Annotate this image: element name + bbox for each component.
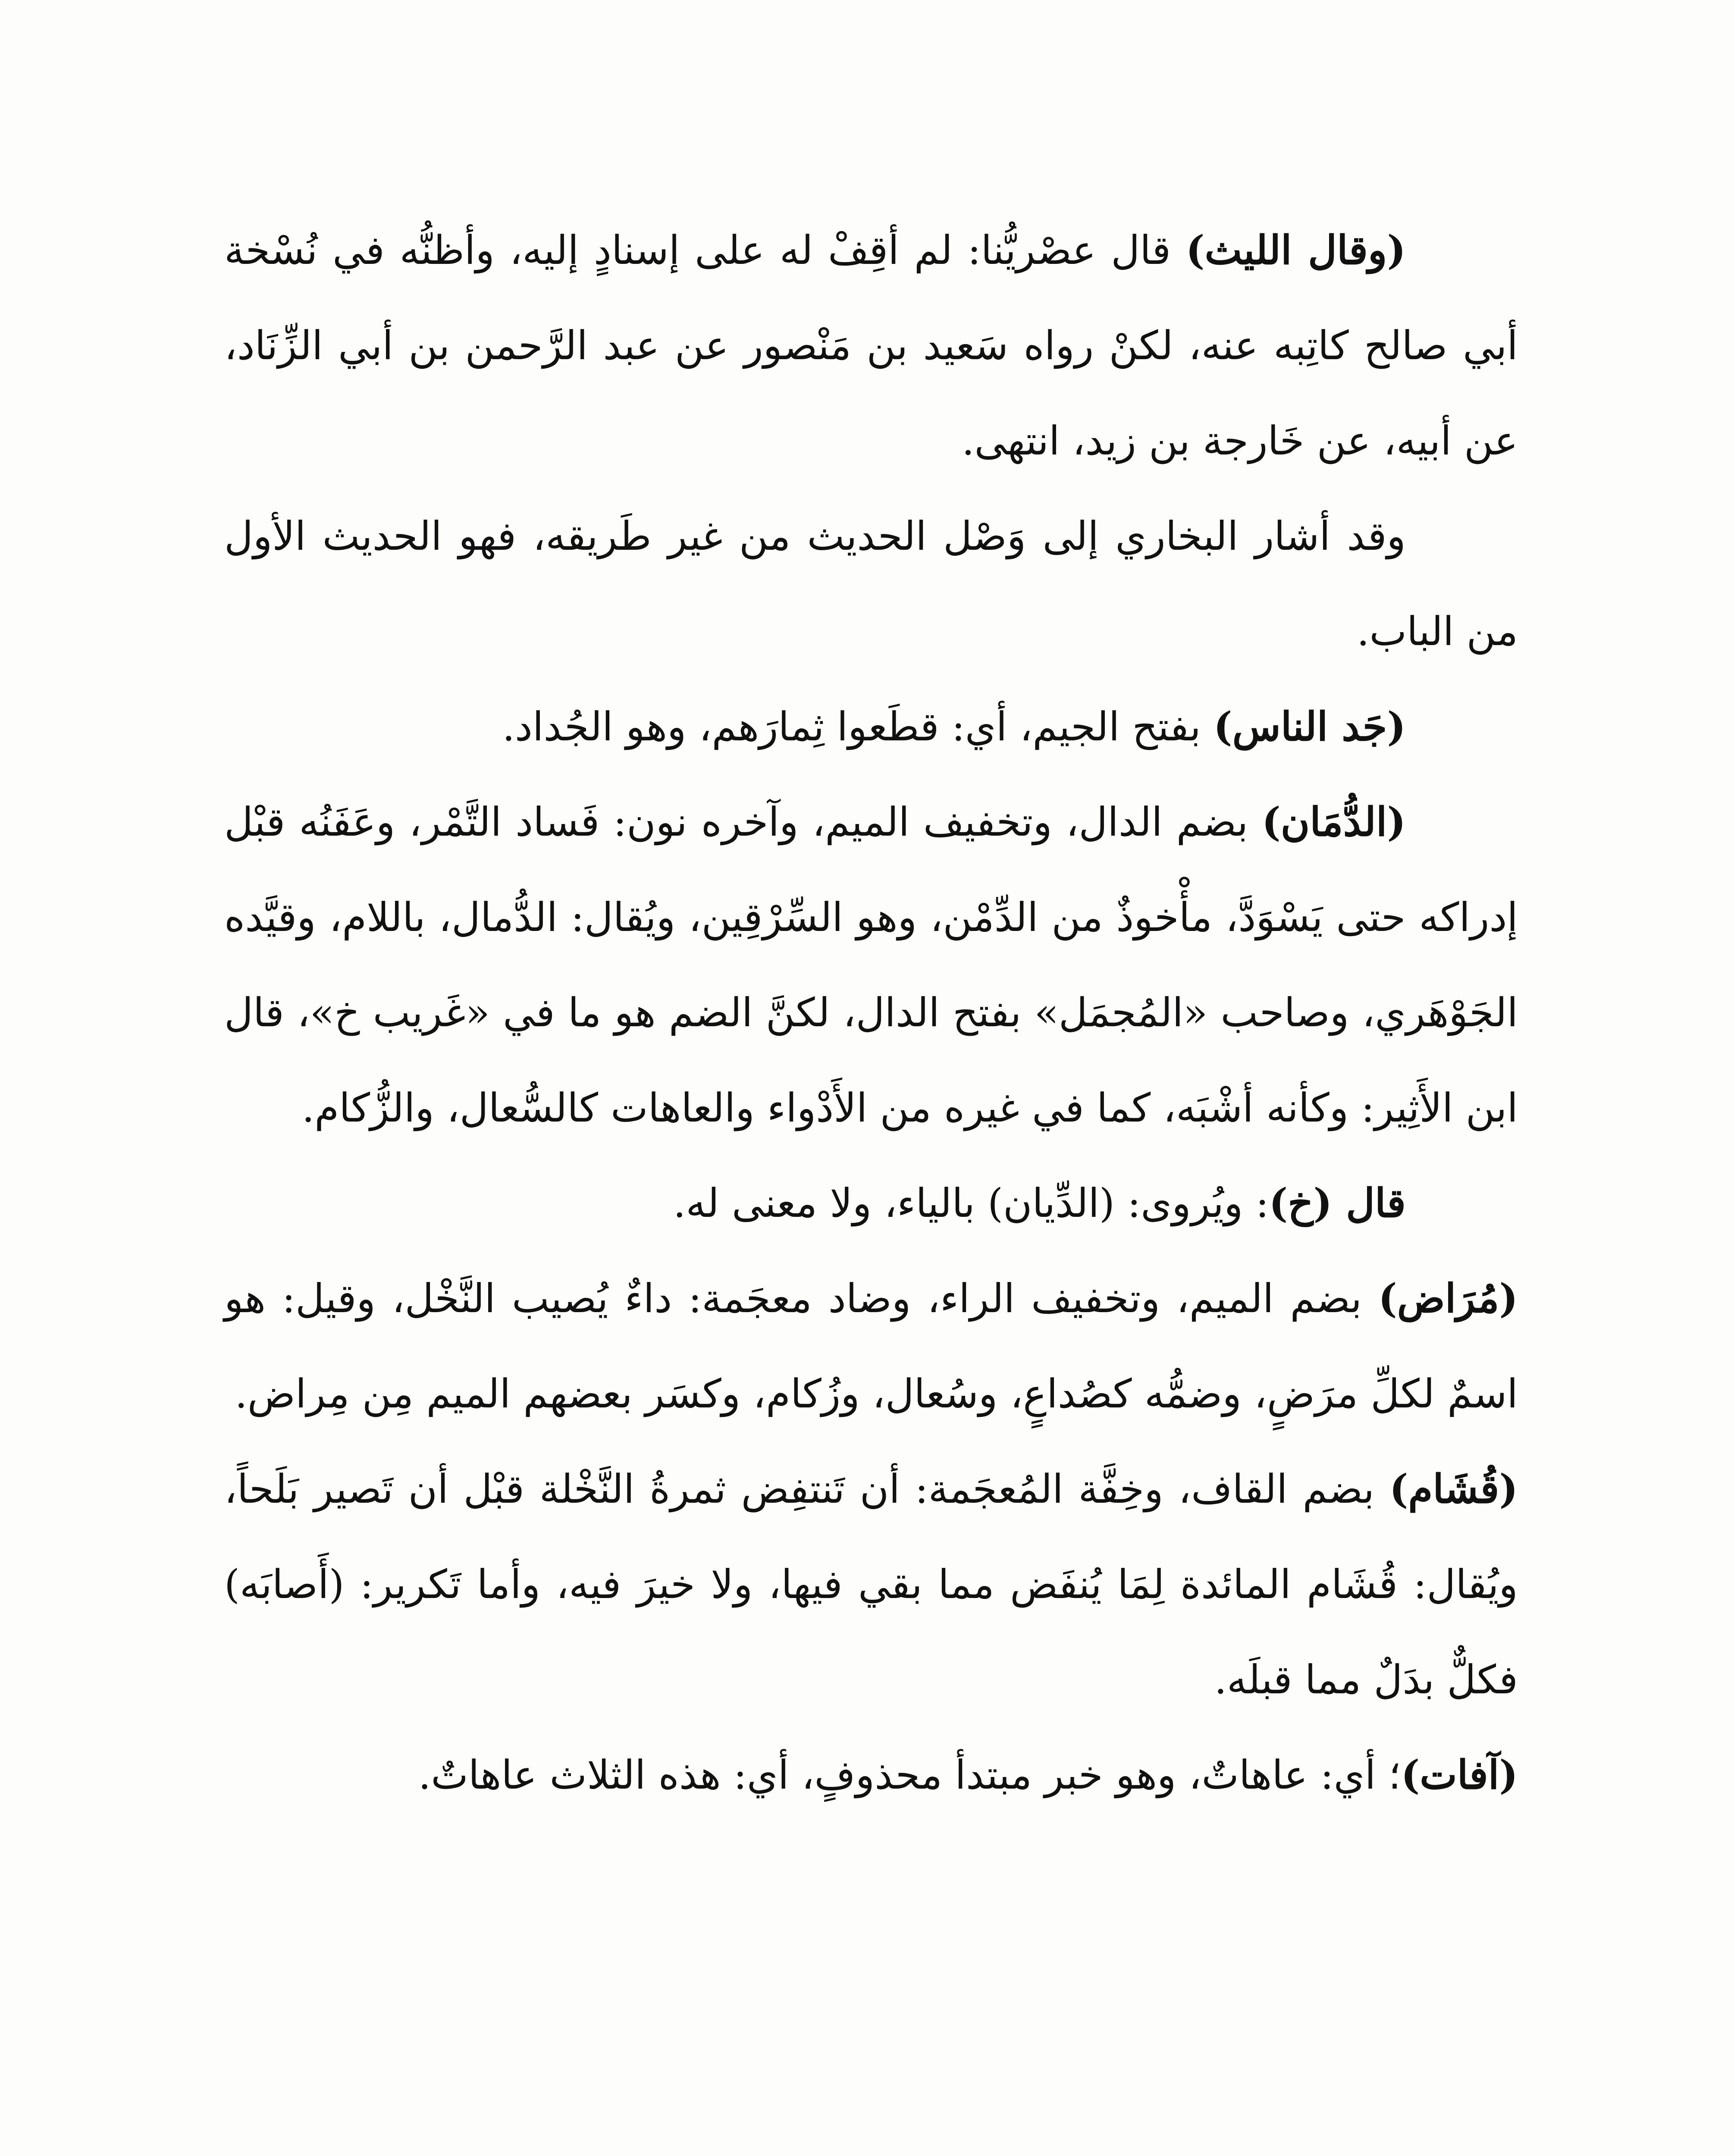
paragraph: [224, 1156, 1518, 1251]
headword: (قُشَام): [1389, 1466, 1518, 1512]
headword: (الدُّمَان): [1262, 799, 1406, 845]
headword: (جَد الناس): [1213, 703, 1406, 750]
paragraph: [224, 679, 1518, 774]
paragraph: [224, 1251, 1518, 1442]
headword: (مُرَاض): [1378, 1275, 1518, 1322]
paragraph: [224, 1442, 1518, 1727]
paragraph: [224, 489, 1518, 679]
paragraph-text: ؛ أي: عاهاتٌ، وهو خبر مبتدأ محذوفٍ، أي: هذه الثلاث عاهاتٌ.: [418, 1752, 1401, 1798]
headword: قال (خ): [1269, 1180, 1406, 1226]
paragraph-text: قال عصْريُّنا: لم أقِفْ له على إسنادٍ إليه، وأظنُّه في نُسْخة أبي صالح كاتِبه عنه، لكنْ رواه سَعيد بن مَنْصور عن عبد الرَّحمن بن أبي الزِّنَاد، عن أبيه، عن خَارجة بن زيد، انتهى.: [224, 227, 1518, 464]
paragraph-text: بضم الدال، وتخفيف الميم، وآخره نون: فَساد التَّمْر، وعَفَنُه قبْل إدراكه حتى يَسْوَدَّ، مأْخوذٌ من الدِّمْن، وهو السِّرْقِين، ويُقال: الدُّمال، باللام، وقيَّده الجَوْهَري، وصاحب «المُجمَل» بفتح الدال، لكنَّ الضم هو ما في «غَريب خ»، قال ابن الأَثِير: وكأنه أشْبَه، كما في غيره من الأَدْواء والعاهات كالسُّعال، والزُّكام.: [224, 799, 1518, 1131]
paragraph: [224, 203, 1518, 489]
paragraph-text: بضم القاف، وخِفَّة المُعجَمة: أن تَنتفِض ثمرةُ النَّخْلة قبْل أن تَصير بَلَحاً، ويُقال: قُشَام المائدة لِمَا يُنفَض مما بقي فيها، ولا خيرَ فيه، وأما تَكرير: (أَصابَه) فكلٌّ بدَلٌ مما قبلَه.: [224, 1466, 1518, 1703]
paragraph: [224, 1727, 1518, 1823]
paragraph-text: بفتح الجيم، أي: قطَعوا ثِمارَهم، وهو الجُداد.: [502, 704, 1214, 750]
headword: (آفات): [1401, 1752, 1518, 1798]
paragraph-text: : ويُروى: (الدِّيان) بالياء، ولا معنى له.: [673, 1180, 1269, 1226]
paragraph-text: بضم الميم، وتخفيف الراء، وضاد معجَمة: داءٌ يُصيب النَّخْل، وقيل: هو اسمٌ لكلِّ مرَضٍ، وضمُّه كصُداعٍ، وسُعال، وزُكام، وكسَر بعضهم الميم مِن مِراض.: [224, 1275, 1518, 1417]
paragraph: [224, 774, 1518, 1156]
paragraph-text: وقد أشار البخاري إلى وَصْل الحديث من غير طَريقه، فهو الحديث الأول من الباب.: [224, 513, 1518, 655]
headword: (وقال الليث): [1185, 227, 1406, 273]
page-body: [224, 203, 1518, 2156]
